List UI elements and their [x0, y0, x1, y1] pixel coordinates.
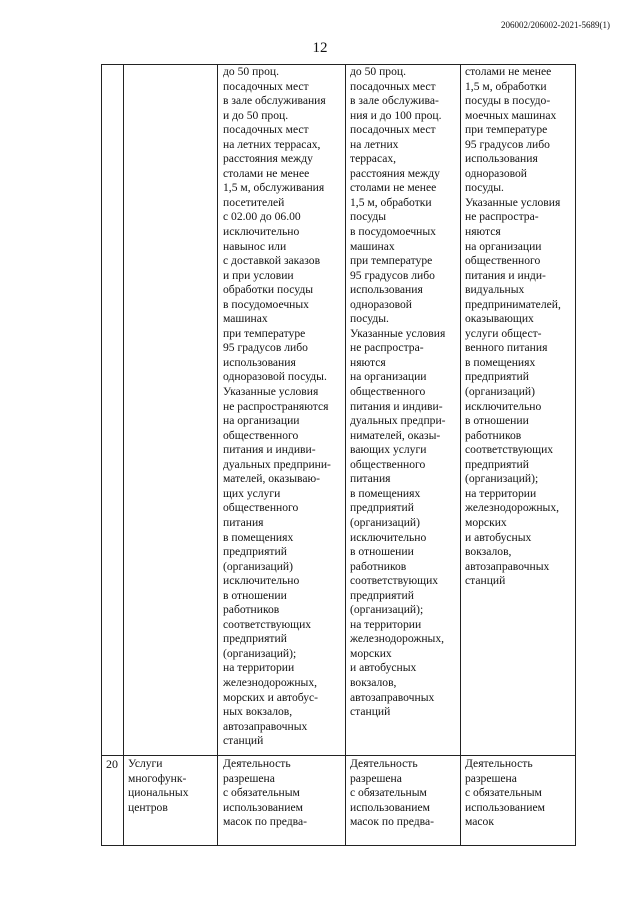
cell-text-line: общественного: [465, 254, 541, 268]
cell-text-line: на территории: [223, 661, 295, 675]
cell-text-line: в зале обслужива-: [350, 94, 439, 108]
cell-text-line: общественного: [223, 501, 299, 515]
cell-text-line: и при условии: [223, 268, 294, 282]
cell-text-line: циональных: [128, 786, 189, 800]
cell-text-line: 95 градусов либо: [350, 268, 435, 282]
cell-text-line: и до 50 проц.: [223, 108, 289, 122]
cell-text-line: использования: [465, 152, 538, 166]
cell-text-line: на летних террасах,: [223, 137, 321, 151]
document-number: 206002/206002-2021-5689(1): [501, 20, 610, 30]
cell-text-line: масок по предва-: [350, 815, 434, 829]
cell-text-line: венного питания: [465, 341, 548, 355]
cell-text-line: посадочных мест: [223, 79, 309, 93]
cell-text-line: предприятий: [223, 632, 287, 646]
cell-text-line: Услуги: [128, 757, 163, 770]
table-cell-row20-regime-3: [465, 757, 545, 830]
cell-text-line: 95 градусов либо: [223, 341, 308, 355]
cell-text-line: расстояния между: [223, 152, 313, 166]
cell-text-line: Деятельность: [223, 757, 291, 770]
cell-text-line: питания: [223, 515, 264, 529]
cell-text-line: с обязательным: [223, 786, 300, 800]
cell-text-line: посетителей: [223, 195, 285, 209]
cell-text-line: работников: [350, 559, 407, 573]
cell-text-line: посуды в посудо-: [465, 94, 551, 108]
cell-text-line: в помещениях: [465, 355, 536, 369]
cell-text-line: предприятий: [465, 457, 529, 471]
table-line: [345, 64, 346, 845]
cell-text-line: предпринимателей,: [465, 297, 561, 311]
cell-text-line: на организации: [223, 414, 300, 428]
cell-text-line: няются: [465, 225, 501, 239]
cell-text-line: предприятий: [350, 588, 414, 602]
cell-text-line: с обязательным: [465, 786, 542, 800]
cell-text-line: и автобусных: [465, 530, 532, 544]
cell-text-line: машинах: [223, 312, 268, 326]
cell-text-line: видуальных: [465, 283, 525, 297]
cell-text-line: питания: [350, 472, 391, 486]
cell-text-line: использованием: [350, 800, 430, 814]
cell-text-line: щих услуги: [223, 486, 281, 500]
cell-text-line: морских: [465, 515, 507, 529]
cell-text-line: посадочных мест: [223, 123, 309, 137]
cell-text-line: при температуре: [350, 254, 433, 268]
cell-text-line: ных вокзалов,: [223, 705, 293, 719]
cell-text-line: использования: [223, 355, 296, 369]
table-line: [123, 64, 124, 845]
cell-text-line: ния и до 100 проц.: [350, 108, 442, 122]
cell-text-line: и автобусных: [350, 661, 417, 675]
cell-text-line: не распространяются: [223, 399, 329, 413]
cell-text-line: (организаций): [465, 385, 535, 399]
table-cell-service-name: [128, 757, 189, 815]
cell-text-line: предприятий: [350, 501, 414, 515]
cell-text-line: соответствующих: [465, 443, 554, 457]
cell-text-line: общественного: [350, 457, 426, 471]
cell-text-line: автозаправочных: [350, 690, 435, 704]
cell-text-line: станций: [465, 574, 506, 588]
cell-text-line: центров: [128, 800, 168, 814]
cell-text-line: на территории: [350, 617, 422, 631]
cell-text-line: использованием: [465, 800, 545, 814]
cell-text-line: обработки посуды: [223, 283, 314, 297]
cell-text-line: масок по предва-: [223, 815, 307, 829]
cell-text-line: с доставкой заказов: [223, 254, 321, 268]
cell-text-line: посадочных мест: [350, 123, 436, 137]
cell-text-line: многофунк-: [128, 771, 187, 785]
cell-text-line: станций: [350, 705, 391, 719]
cell-text-line: с 02.00 до 06.00: [223, 210, 301, 224]
cell-text-line: посадочных мест: [350, 79, 436, 93]
cell-text-line: питания и индиви-: [223, 443, 316, 457]
cell-text-line: в помещениях: [223, 530, 294, 544]
cell-text-line: (организаций);: [350, 603, 424, 617]
cell-text-line: 95 градусов либо: [465, 137, 550, 151]
cell-text-line: Деятельность: [465, 757, 533, 770]
cell-text-line: моечных машинах: [465, 108, 557, 122]
cell-text-line: железнодорожных,: [223, 675, 318, 689]
cell-text-line: нимателей, оказы-: [350, 428, 441, 442]
cell-text-line: разрешена: [223, 771, 275, 785]
table-cell-row20-regime-2: [350, 757, 434, 830]
cell-text-line: исключительно: [223, 225, 300, 239]
cell-text-line: столами не менее: [223, 166, 310, 180]
cell-text-line: услуги общест-: [465, 326, 542, 340]
cell-text-line: станций: [223, 734, 264, 748]
cell-text-line: в помещениях: [350, 486, 421, 500]
cell-text-line: на территории: [465, 486, 537, 500]
cell-text-line: навынос или: [223, 239, 287, 253]
table-line: [101, 755, 576, 756]
cell-text-line: Указанные условия: [350, 326, 446, 340]
cell-text-line: использованием: [223, 800, 303, 814]
cell-text-line: вокзалов,: [465, 545, 512, 559]
cell-text-line: морских и автобус-: [223, 690, 319, 704]
table-line: [217, 64, 218, 845]
cell-text-line: не распростра-: [350, 341, 424, 355]
cell-text-line: дуальных предпри-: [350, 414, 446, 428]
cell-text-line: Указанные условия: [223, 385, 319, 399]
cell-text-line: питания и инди-: [465, 268, 546, 282]
cell-text-line: посуды.: [350, 312, 389, 326]
cell-text-line: до 50 проц.: [223, 65, 279, 78]
cell-text-line: работников: [465, 428, 522, 442]
cell-text-line: Указанные условия: [465, 195, 561, 209]
cell-text-line: в отношении: [350, 545, 414, 559]
table-line: [460, 64, 461, 845]
cell-text-line: предприятий: [223, 545, 287, 559]
cell-text-line: на летних: [350, 137, 399, 151]
cell-text-line: одноразовой посуды.: [223, 370, 327, 384]
cell-text-line: соответствующих: [223, 617, 312, 631]
cell-text-line: не распростра-: [465, 210, 539, 224]
cell-text-line: столами не менее: [350, 181, 437, 195]
cell-text-line: использования: [350, 283, 423, 297]
cell-text-line: общественного: [223, 428, 299, 442]
cell-text-line: масок: [465, 815, 494, 829]
cell-text-line: 1,5 м, обработки: [465, 79, 547, 93]
cell-text-line: в посудомоечных: [223, 297, 309, 311]
cell-text-line: няются: [350, 355, 386, 369]
table-line: [575, 64, 576, 845]
cell-text-line: дуальных предприни-: [223, 457, 331, 471]
table-cell-activity-regime-3: [465, 65, 561, 589]
cell-text-line: одноразовой: [465, 166, 528, 180]
cell-text-line: до 50 проц.: [350, 65, 406, 78]
cell-text-line: посуды: [350, 210, 387, 224]
table-cell-row-number: 20: [106, 757, 118, 771]
cell-text-line: оказывающих: [465, 312, 534, 326]
cell-text-line: посуды.: [465, 181, 504, 195]
cell-text-line: в зале обслуживания: [223, 94, 326, 108]
cell-text-line: автозаправочных: [223, 719, 308, 733]
cell-text-line: работников: [223, 603, 280, 617]
cell-text-line: вокзалов,: [350, 675, 397, 689]
table-line: [101, 845, 576, 846]
table-line: [101, 64, 102, 845]
cell-text-line: Деятельность: [350, 757, 418, 770]
cell-text-line: исключительно: [223, 574, 300, 588]
cell-text-line: на организации: [465, 239, 542, 253]
cell-text-line: морских: [350, 646, 392, 660]
cell-text-line: предприятий: [465, 370, 529, 384]
cell-text-line: террасах,: [350, 152, 397, 166]
table-cell-activity-regime-1: [223, 65, 331, 749]
cell-text-line: при температуре: [465, 123, 548, 137]
cell-text-line: расстояния между: [350, 166, 440, 180]
cell-text-line: машинах: [350, 239, 395, 253]
cell-text-line: одноразовой: [350, 297, 413, 311]
cell-text-line: (организаций);: [223, 646, 297, 660]
cell-text-line: исключительно: [465, 399, 542, 413]
cell-text-line: исключительно: [350, 530, 427, 544]
cell-text-line: (организаций): [223, 559, 293, 573]
table-cell-activity-regime-2: [350, 65, 446, 720]
cell-text-line: питания и индиви-: [350, 399, 443, 413]
cell-text-line: мателей, оказываю-: [223, 472, 321, 486]
cell-text-line: вающих услуги: [350, 443, 427, 457]
cell-text-line: разрешена: [465, 771, 517, 785]
cell-text-line: с обязательным: [350, 786, 427, 800]
table-cell-row20-regime-1: [223, 757, 307, 830]
cell-text-line: разрешена: [350, 771, 402, 785]
cell-text-line: железнодорожных,: [350, 632, 445, 646]
cell-text-line: 1,5 м, обработки: [350, 195, 432, 209]
page-number: 12: [312, 40, 328, 56]
cell-text-line: (организаций): [350, 515, 420, 529]
cell-text-line: общественного: [350, 385, 426, 399]
cell-text-line: 1,5 м, обслуживания: [223, 181, 325, 195]
cell-text-line: железнодорожных,: [465, 501, 560, 515]
cell-text-line: при температуре: [223, 326, 306, 340]
cell-text-line: автозаправочных: [465, 559, 550, 573]
cell-text-line: в отношении: [223, 588, 287, 602]
cell-text-line: соответствующих: [350, 574, 439, 588]
cell-text-line: столами не менее: [465, 65, 552, 78]
cell-text-line: (организаций);: [465, 472, 539, 486]
cell-text-line: на организации: [350, 370, 427, 384]
cell-text-line: в отношении: [465, 414, 529, 428]
cell-text-line: в посудомоечных: [350, 225, 436, 239]
